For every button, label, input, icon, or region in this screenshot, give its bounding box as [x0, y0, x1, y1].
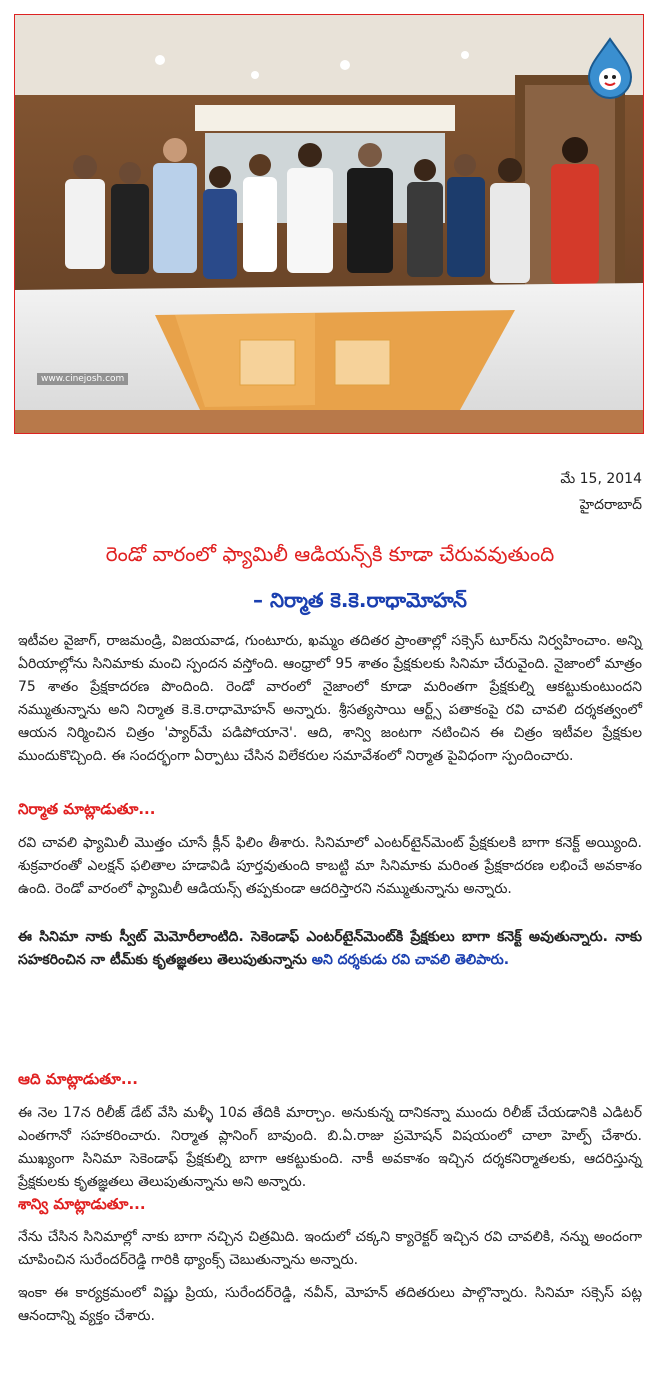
section-heading-aadi: ఆది మాట్లాడుతూ...: [18, 1070, 138, 1088]
producer-quote: రవి చావలి ఫ్యామిలీ మొత్తం చూసే క్లీన్ ఫిలిం తీశారు. సినిమాలో ఎంటర్‌టైన్‌మెంట్ ప్రేక్షకులకి బాగా కనెక్ట్ అయ్యింది. శుక్రవారంతో ఎలక్షన్ ఫలితాల హడావిడి పూర్తవుతుంది కాబట్టి మా సినిమాకు మరింత ప్రేక్షకాదరణ లభించే అవకాశం ఉంది. రెండో వారంలో ఫ్యామిలీ ఆడియన్స్ తప్పకుండా ఆదరిస్తారని నమ్ముతున్నాను అన్నారు.: [18, 835, 642, 897]
director-attribution: అని దర్శకుడు రవి చావలి తెలిపారు.: [311, 952, 510, 968]
closing-paragraph: ఇంకా ఈ కార్యక్రమంలో విష్ణు ప్రియ, సురేందర్‌రెడ్డి, నవీన్, మోహన్ తదితరులు పాల్గొన్నారు. సినిమా సక్సెస్ పట్ల ఆనందాన్ని వ్యక్తం చేశారు.: [18, 1285, 642, 1324]
article-byline: – నిర్మాత కె.కె.రాధామోహన్: [253, 588, 467, 612]
article-intro: ఇటీవల వైజాగ్, రాజమండ్రి, విజయవాడ, గుంటూరు, ఖమ్మం తదితర ప్రాంతాల్లో సక్సెస్ టూర్‌ను నిర్వహించాం. అన్ని ఏరియాల్లోను సినిమాకు మంచి స్పందన వస్తోంది. ఆంధ్రాలో 95 శాతం ప్రేక్షకులకు సినిమా చేరువైంది. నైజాంలో మాత్రం 75 శాతం ప్రేక్షకాదరణ పొందింది. రెండో వారంలో నైజాంలో కూడా మరింతగా ప్రేక్షకుల్ని ఆకట్టుకుంటుందని నమ్ముతున్నాను అని నిర్మాత కె.కె.రాధామోహన్ అన్నారు. శ్రీసత్యసాయి ఆర్ట్స్ పతాకంపై రవి చావలి దర్శకత్వంలో ఆయన నిర్మించిన చిత్రం 'ప్యార్‌మే పడిపోయానె'. ఆది, శాన్వి జంటగా నటించిన ఈ చిత్రం ఇటీవల ప్రేక్షకుల ముందుకొచ్చింది. ఈ సందర్భంగా ఏర్పాటు చేసిన విలేకరుల సమావేశంలో నిర్మాత పైవిధంగా స్పందించారు.: [18, 633, 642, 764]
article-date: మే 15, 2014: [560, 471, 642, 487]
article-headline: రెండో వారంలో ఫ్యామిలీ ఆడియన్స్‌కి కూడా చేరువవుతుంది: [105, 542, 555, 566]
aadi-quote: ఈ నెల 17న రిలీజ్ డేట్ వేసి మళ్ళీ 10వ తేదికి మార్చాం. అనుకున్న దానికన్నా ముందు రిలీజ్ చేయడానికి ఎడిటర్ ఎంతగానో సహకరించారు. నిర్మాత ప్లానింగ్ బావుంది. బి.ఏ.రాజు ప్రమోషన్ విషయంలో చాలా హెల్ప్ చేశారు. ముఖ్యంగా సినిమా సెకెండాఫ్ ప్రేక్షకుల్ని బాగా ఆకట్టుకుంది. నాకీ అవకాశం ఇచ్చిన దర్శకనిర్మాతలకు, ఆదరిస్తున్న ప్రేక్షకులకు కృతజ్ఞతలు తెలుపుతున్నాను అని అన్నారు.: [18, 1105, 642, 1190]
section-heading-producer: నిర్మాత మాట్లాడుతూ...: [18, 800, 156, 818]
press-meet-photo: [14, 14, 644, 434]
article-location: హైదరాబాద్: [579, 497, 642, 513]
photo-watermark: www.cinejosh.com: [37, 373, 128, 385]
press-meet-illustration: [15, 15, 644, 434]
site-logo-icon: [585, 37, 635, 99]
director-quote: [18, 926, 642, 972]
shanvi-quote: నేను చేసిన సినిమాల్లో నాకు బాగా నచ్చిన చిత్రమిది. ఇందులో చక్కని క్యారెక్టర్ ఇచ్చిన రవి చావలికి, నన్ను అందంగా చూపించిన సురేందర్‌రెడ్డి గారికి థ్యాంక్స్ చెబుతున్నాను అన్నారు.: [18, 1229, 642, 1268]
section-heading-shanvi: శాన్వి మాట్లాడుతూ...: [18, 1195, 146, 1213]
director-quote-text: ఈ సినిమా నాకు స్వీట్ మెమోరీలాంటిది. సెకెండాఫ్ ఎంటర్‌టైన్‌మెంట్‌కి ప్రేక్షకులు బాగా కనెక్ట్ అవుతున్నారు. నాకు సహకరించిన నా టీమ్‌కు కృతజ్ఞతలు తెలుపుతున్నాను: [18, 929, 642, 968]
